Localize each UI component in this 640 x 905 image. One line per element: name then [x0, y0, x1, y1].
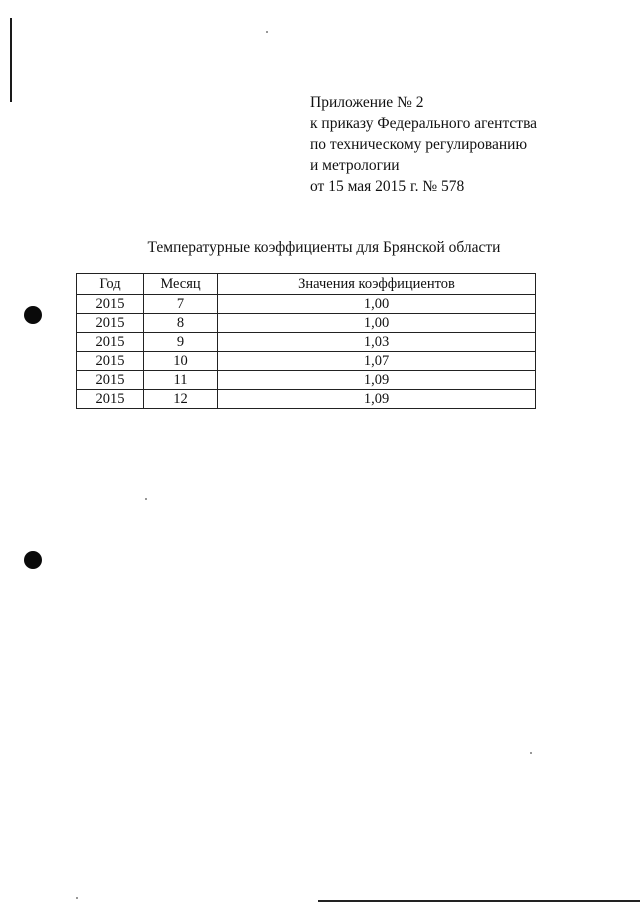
scan-speck: [145, 498, 147, 500]
cell-month: 7: [144, 295, 218, 314]
table-header-row: [77, 274, 536, 295]
order-reference: к приказу Федерального агентства: [310, 115, 538, 132]
table-row: [77, 295, 536, 314]
cell-value: 1,03: [218, 333, 536, 352]
column-header-year: Год: [77, 274, 144, 295]
punch-hole-mark: [24, 551, 42, 569]
document-title: Температурные коэффициенты для Брянской области: [147, 239, 501, 256]
scan-speck: [76, 897, 78, 899]
scan-speck: [266, 31, 268, 33]
column-header-value: Значения коэффициентов: [218, 274, 536, 295]
cell-year: 2015: [77, 371, 144, 390]
table-row: [77, 314, 536, 333]
punch-hole-mark: [24, 306, 42, 324]
cell-year: 2015: [77, 333, 144, 352]
cell-value: 1,00: [218, 314, 536, 333]
table-row: [77, 371, 536, 390]
appendix-number: Приложение № 2: [310, 94, 424, 111]
cell-month: 11: [144, 371, 218, 390]
coefficients-table: [76, 273, 536, 409]
agency-line: по техническому регулированию: [310, 136, 528, 153]
cell-month: 9: [144, 333, 218, 352]
scan-speck: [530, 752, 532, 754]
agency-line: и метрологии: [310, 157, 400, 174]
cell-year: 2015: [77, 314, 144, 333]
cell-month: 10: [144, 352, 218, 371]
cell-value: 1,09: [218, 390, 536, 409]
cell-year: 2015: [77, 352, 144, 371]
column-header-month: Месяц: [144, 274, 218, 295]
order-date: от 15 мая 2015 г. № 578: [310, 178, 465, 195]
scan-bottom-edge: [318, 900, 640, 902]
appendix-header: [310, 92, 537, 197]
table-row: [77, 333, 536, 352]
table-row: [77, 390, 536, 409]
cell-month: 8: [144, 314, 218, 333]
cell-year: 2015: [77, 295, 144, 314]
cell-year: 2015: [77, 390, 144, 409]
scan-edge-line: [10, 18, 12, 102]
cell-value: 1,07: [218, 352, 536, 371]
cell-value: 1,00: [218, 295, 536, 314]
table-row: [77, 352, 536, 371]
cell-value: 1,09: [218, 371, 536, 390]
cell-month: 12: [144, 390, 218, 409]
